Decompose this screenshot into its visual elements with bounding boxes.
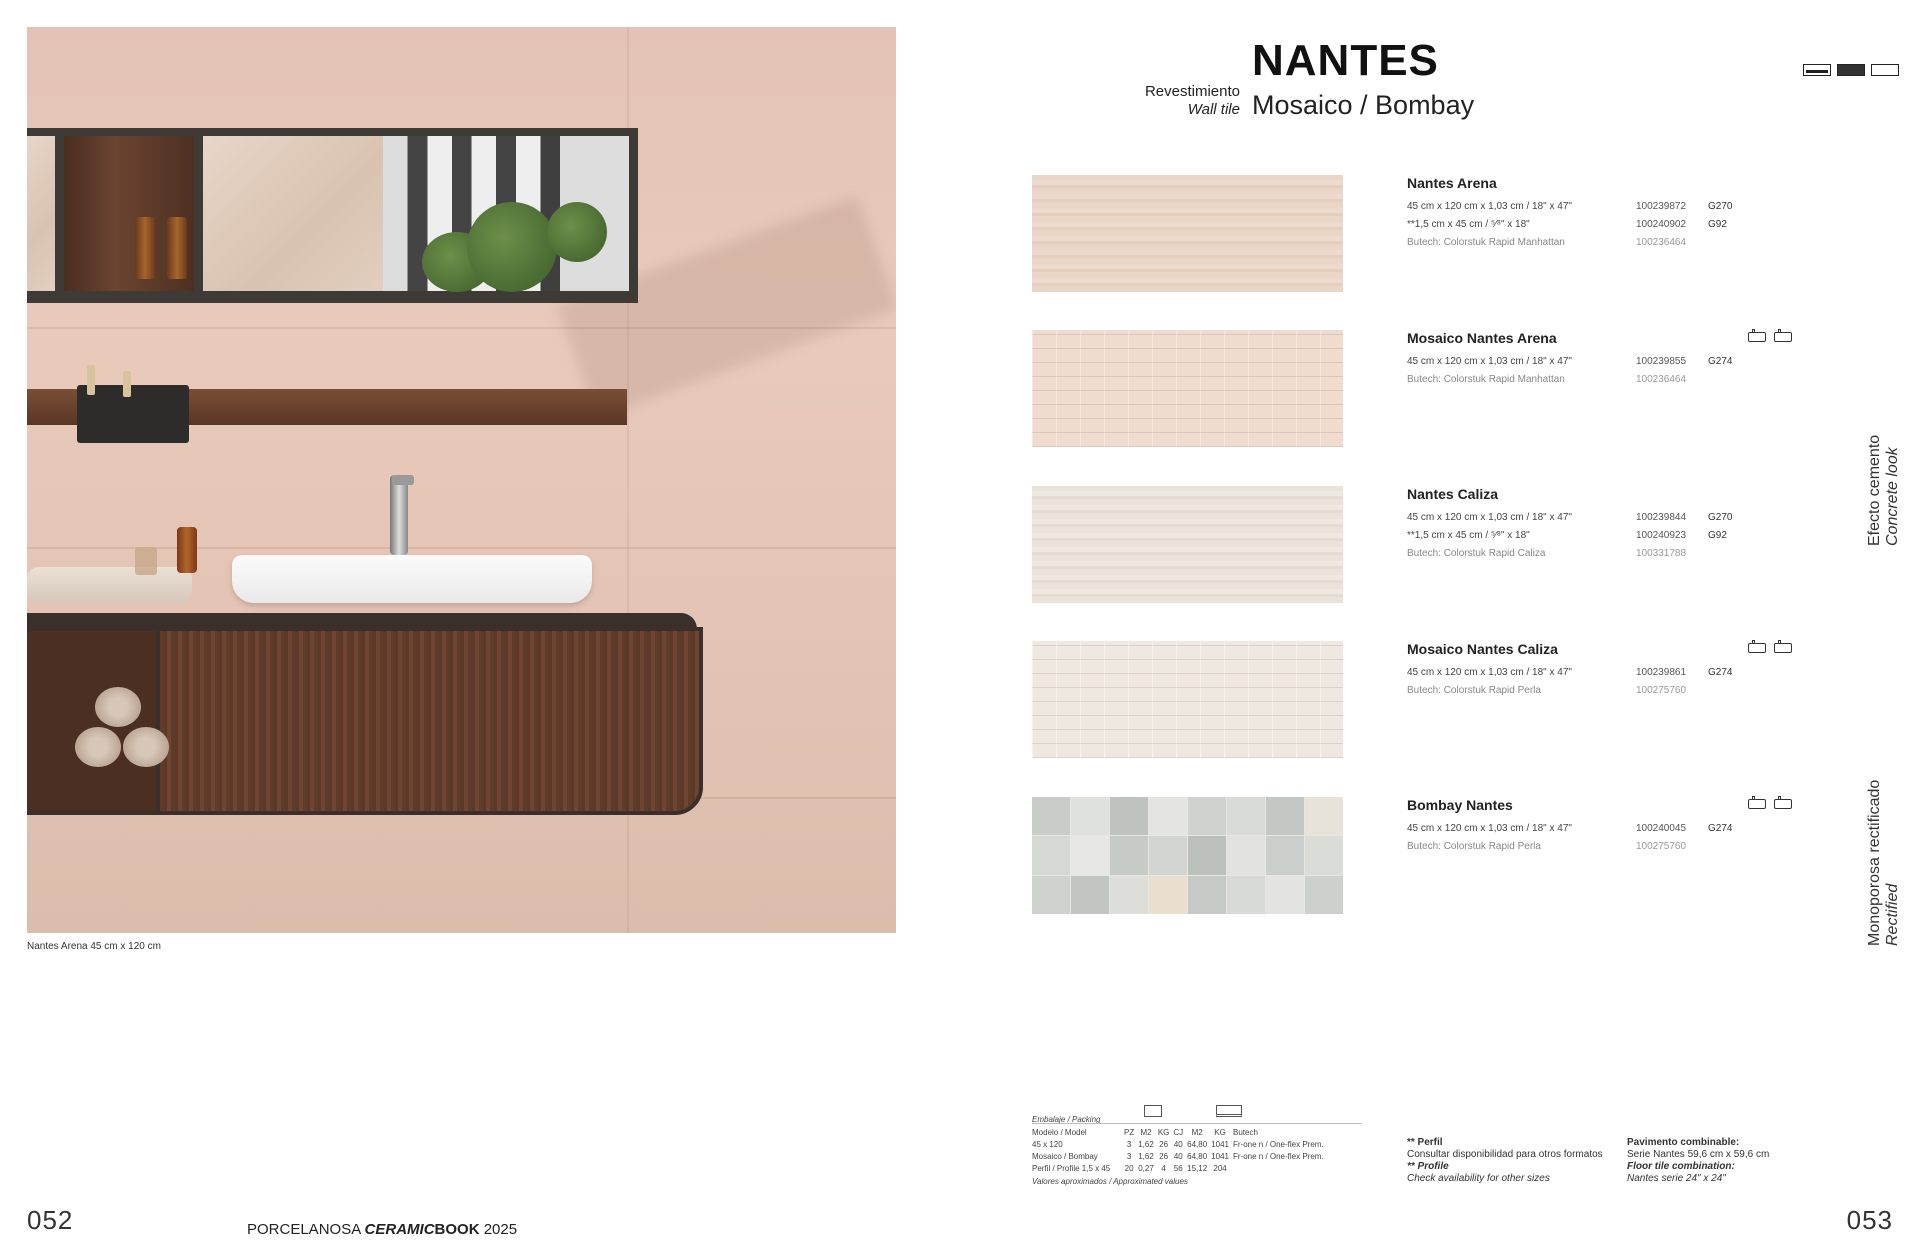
patchwork-tile <box>1227 797 1265 835</box>
spec-line: 45 cm x 120 cm x 1,03 cm / 18" x 47" <box>1407 512 1572 523</box>
spec-line: 45 cm x 120 cm x 1,03 cm / 18" x 47" <box>1407 201 1572 212</box>
product-code: 100239855 <box>1636 356 1687 367</box>
sink <box>232 555 592 603</box>
packing-header-row: Modelo / Model PZ M2 KG CJ M2 KG Butech <box>1032 1128 1258 1137</box>
format-wall-icon <box>1803 64 1831 76</box>
towel-stack <box>27 567 192 603</box>
price-group: G274 <box>1708 823 1733 834</box>
product-name: Mosaico Nantes Arena <box>1407 330 1557 346</box>
mirror-cabinet <box>27 128 638 303</box>
product-name: Bombay Nantes <box>1407 797 1513 813</box>
profile-note: ** Perfil Consultar disponibilidad para otros formatos ** Profile Check availability for other sizes <box>1407 1137 1603 1184</box>
patchwork-tile <box>1071 797 1109 835</box>
price-group: G270 <box>1708 512 1733 523</box>
product-row <box>1032 486 1812 604</box>
price-group: G270 <box>1708 201 1733 212</box>
spec-line: Butech: Colorstuk Rapid Caliza <box>1407 548 1546 559</box>
tile-swatch <box>1032 175 1343 292</box>
format-selected-icon <box>1837 64 1865 76</box>
tile-swatch <box>1032 486 1343 603</box>
patchwork-tile <box>1305 876 1343 914</box>
patchwork-tile <box>1110 797 1148 835</box>
photo-caption: Nantes Arena 45 cm x 120 cm <box>27 941 161 952</box>
sofa-icon <box>1774 332 1792 342</box>
patchwork-tile <box>1266 797 1304 835</box>
brand-footer: PORCELANOSA CERAMICBOOK 2025 <box>247 1221 518 1238</box>
look-label <box>1866 435 1902 546</box>
spec-line: 45 cm x 120 cm x 1,03 cm / 18" x 47" <box>1407 356 1572 367</box>
patchwork-tile <box>1032 797 1070 835</box>
product-code: 100240045 <box>1636 823 1687 834</box>
format-icons <box>1803 64 1899 76</box>
usage-pictograms <box>1748 643 1792 653</box>
price-group: G274 <box>1708 667 1733 678</box>
usage-pictograms <box>1748 332 1792 342</box>
look-es: Efecto cemento <box>1866 434 1883 546</box>
spec-line: **1,5 cm x 45 cm / ⁵⁄⁸" x 18" <box>1407 219 1530 230</box>
patchwork-tile <box>1149 836 1187 874</box>
page-number-left: 052 <box>27 1205 74 1235</box>
look-en: Concrete look <box>1884 447 1901 546</box>
spec-line: Butech: Colorstuk Rapid Manhattan <box>1407 237 1565 248</box>
patchwork-tile <box>1188 797 1226 835</box>
tile-swatch <box>1032 641 1343 758</box>
patchwork-tile <box>1071 876 1109 914</box>
product-code: 100275760 <box>1636 685 1687 696</box>
tile-swatch <box>1032 797 1343 914</box>
collection-title: NANTES <box>1252 36 1439 85</box>
bath-icon <box>1748 332 1766 342</box>
box-icon <box>1144 1105 1162 1117</box>
patchwork-tile <box>1305 797 1343 835</box>
sofa-icon <box>1774 643 1792 653</box>
table-row: Perfil / Profile 1,5 x 45 20 0,27 4 56 15,12 204 <box>1032 1164 1227 1173</box>
product-code: 100239861 <box>1636 667 1687 678</box>
patchwork-tile <box>1227 876 1265 914</box>
product-name: Mosaico Nantes Caliza <box>1407 641 1558 657</box>
usage-pictograms <box>1748 799 1792 809</box>
patchwork-tile <box>1032 876 1070 914</box>
patchwork-tile <box>1266 876 1304 914</box>
product-code: 100239844 <box>1636 512 1687 523</box>
patchwork-tile <box>1110 876 1148 914</box>
body-label <box>1866 780 1902 946</box>
faucet <box>390 475 408 555</box>
bath-icon <box>1748 643 1766 653</box>
spec-line: 45 cm x 120 cm x 1,03 cm / 18" x 47" <box>1407 823 1572 834</box>
product-code: 100236464 <box>1636 374 1687 385</box>
spec-line: 45 cm x 120 cm x 1,03 cm / 18" x 47" <box>1407 667 1572 678</box>
patchwork-tile <box>1305 836 1343 874</box>
spec-line: **1,5 cm x 45 cm / ⁵⁄⁸" x 18" <box>1407 530 1530 541</box>
sofa-icon <box>1774 799 1792 809</box>
floor-combination-note: Pavimento combinable: Serie Nantes 59,6 cm x 59,6 cm Floor tile combination: Nantes serie 24" x 24" <box>1627 1137 1770 1184</box>
pallet-icon <box>1216 1105 1242 1117</box>
body-en: Rectified <box>1884 883 1901 946</box>
body-es: Monoporosa rectificado <box>1866 779 1883 946</box>
spec-line: Butech: Colorstuk Rapid Perla <box>1407 685 1541 696</box>
product-name: Nantes Caliza <box>1407 486 1499 502</box>
patchwork-tile <box>1227 836 1265 874</box>
packing-note: Valores aproximados / Approximated values <box>1032 1177 1188 1186</box>
product-row <box>1032 175 1812 293</box>
price-group: G274 <box>1708 356 1733 367</box>
product-code: 100236464 <box>1636 237 1687 248</box>
patchwork-tile <box>1110 836 1148 874</box>
patchwork-tile <box>1188 876 1226 914</box>
patchwork-tile <box>1149 876 1187 914</box>
category-es: Revestimiento <box>1144 83 1240 100</box>
product-code: 100240923 <box>1636 530 1687 541</box>
product-code: 100240902 <box>1636 219 1687 230</box>
spec-line: Butech: Colorstuk Rapid Manhattan <box>1407 374 1565 385</box>
category-en: Wall tile <box>1187 101 1240 118</box>
patchwork-tile <box>1266 836 1304 874</box>
tile-swatch <box>1032 330 1343 447</box>
product-code: 100239872 <box>1636 201 1687 212</box>
bathroom-photo <box>27 27 896 933</box>
spec-line: Butech: Colorstuk Rapid Perla <box>1407 841 1541 852</box>
product-row <box>1032 797 1812 915</box>
patchwork-tile <box>1071 836 1109 874</box>
patchwork-tile <box>1149 797 1187 835</box>
patchwork-tile <box>1032 836 1070 874</box>
packing-heading: Embalaje / Packing <box>1032 1115 1101 1124</box>
product-row <box>1032 330 1812 448</box>
price-group: G92 <box>1708 219 1727 230</box>
product-row <box>1032 641 1812 759</box>
product-code: 100275760 <box>1636 841 1687 852</box>
page-number-right: 053 <box>1846 1205 1893 1235</box>
patchwork-tile <box>1188 836 1226 874</box>
table-row: 45 x 120 3 1,62 26 40 64,80 1041 Fr-one n / One-flex Prem. <box>1032 1140 1324 1149</box>
table-row: Mosaico / Bombay 3 1,62 26 40 64,80 1041 Fr-one n / One-flex Prem. <box>1032 1152 1324 1161</box>
product-name: Nantes Arena <box>1407 175 1497 191</box>
collection-subtitle: Mosaico / Bombay <box>1252 90 1475 120</box>
category-label <box>1145 83 1240 119</box>
price-group: G92 <box>1708 530 1727 541</box>
bath-icon <box>1748 799 1766 809</box>
product-code: 100331788 <box>1636 548 1687 559</box>
format-floor-icon <box>1871 64 1899 76</box>
